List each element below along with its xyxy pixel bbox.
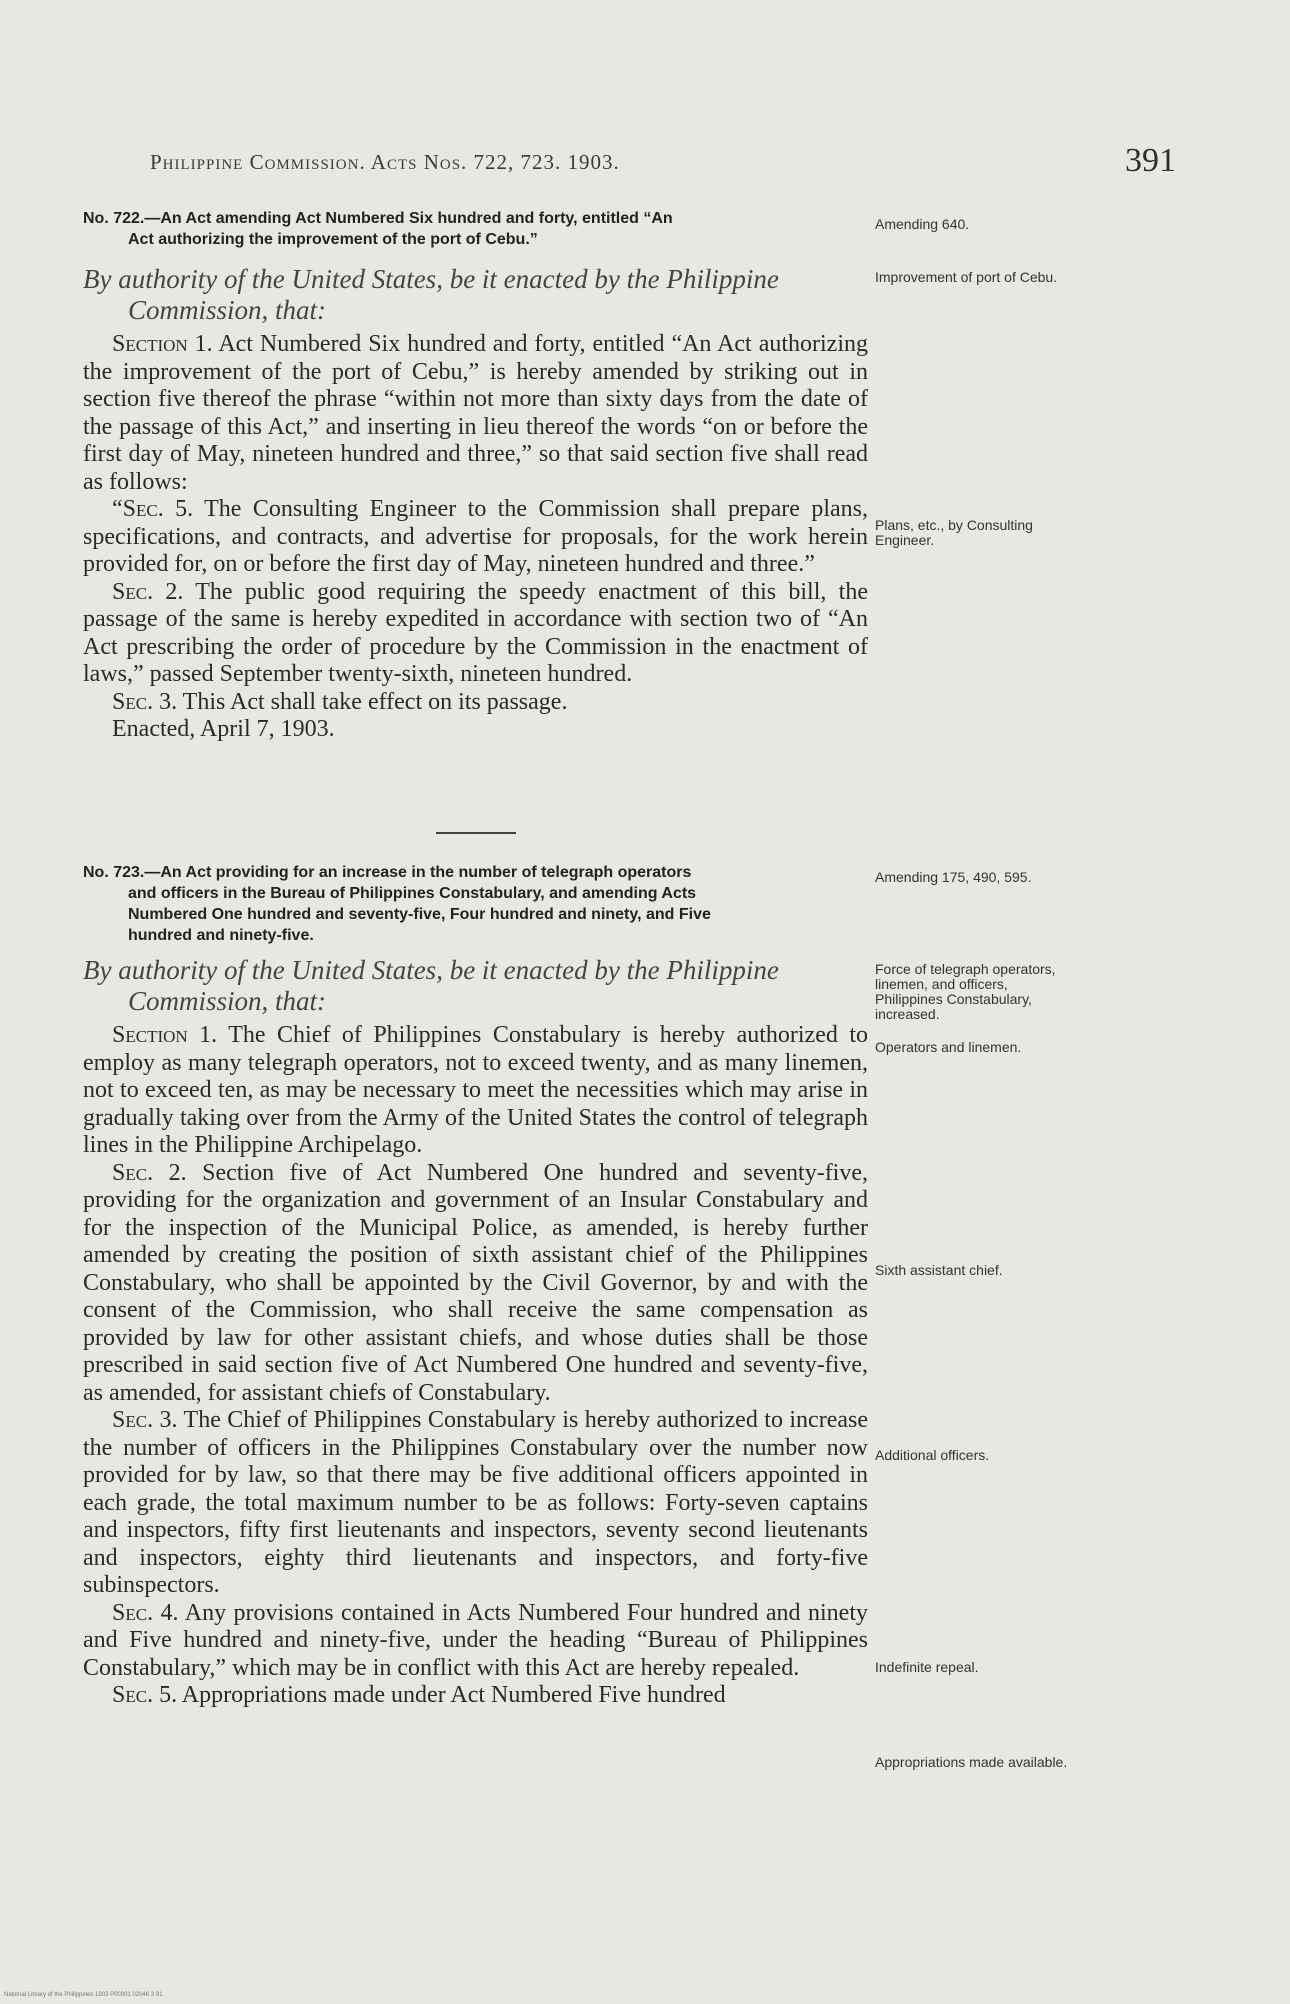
- margin-note-operators: Operators and linemen.: [875, 1039, 1022, 1055]
- act-722-body: [83, 331, 868, 744]
- margin-note-appropriations: Appropriations made available.: [875, 1754, 1068, 1770]
- margin-note-sixth-assistant: Sixth assistant chief.: [875, 1262, 1003, 1278]
- page-number: 391: [1125, 142, 1176, 179]
- act-723-section-2: Sec. 2. Section five of Act Numbered One hundred and seventy-five, providing for the organization and government of an Insular Constabulary and for the inspection of the Municipal Police, as amended, is hereby further amended by creating the position of sixth assistant chief of the Philippines Constabulary, who shall be appointed by the Civil Governor, by and with the consent of the Commission, who shall receive the same compensation as provided by law for other assistant chiefs, and whose duties shall be those prescribed in said section five of Act Numbered One hundred and seventy-five, as amended, for assistant chiefs of Constabulary.: [83, 1159, 869, 1406]
- act-723-title: No. 723.—An Act providing for an increase in the number of telegraph operators and officers in the Bureau of Philippines Constabulary, and amending Acts Numbered One hundred and seventy-five, Four hundred and ninety, and Five hundred and ninety-five.: [83, 864, 711, 944]
- scan-footer: National Library of the Philippines 1903 P00001 02046 3 91: [4, 1992, 163, 1998]
- act-722-title: [83, 208, 868, 250]
- act-722-enacting-clause: By authority of the United States, be it enacted by the Philippine Commission, that:: [83, 264, 779, 325]
- margin-note-amending-175: Amending 175, 490, 595.: [875, 869, 1032, 885]
- margin-note-indefinite-repeal: Indefinite repeal.: [875, 1659, 979, 1675]
- act-722-quoted-section-5: “Sec. 5. The Consulting Engineer to the Commission shall prepare plans, specifications, and contracts, and advertise for proposals, for the work herein provided for, on or before the first day of May, nineteen hundred and three.”: [83, 496, 868, 577]
- section-divider: [436, 832, 516, 834]
- act-723-section-4: Sec. 4. Any provisions contained in Acts Numbered Four hundred and ninety and Five hundred and ninety-five, under the heading “Bureau of Philippines Constabulary,” which may be in conflict with this Act are hereby repealed.: [83, 1599, 868, 1681]
- act-722-title-line1: No. 722.—An Act amending Act Numbered Six hundred and forty, entitled “An: [83, 210, 673, 227]
- running-head: Philippine Commission. Acts Nos. 722, 723. 1903.: [150, 150, 620, 174]
- act-722-section-3: Sec. 3. This Act shall take effect on its passage.: [112, 688, 568, 715]
- margin-note-additional-officers: Additional officers.: [875, 1447, 990, 1463]
- act-723-section-5: Sec. 5. Appropriations made under Act Numbered Five hundred: [112, 1682, 726, 1708]
- margin-note-plans: Plans, etc., by Consulting Engineer.: [875, 517, 1033, 548]
- act-723-enacting-clause: By authority of the United States, be it enacted by the Philippine Commission, that:: [83, 955, 779, 1016]
- act-722-title-line2: Act authorizing the improvement of the port of Cebu.”: [128, 231, 538, 248]
- margin-note-force-increased: Force of telegraph operators, linemen, and officers, Philippines Constabulary, increased.: [875, 961, 1056, 1022]
- margin-note-amending-640: Amending 640.: [875, 216, 970, 232]
- margin-note-improvement-cebu: Improvement of port of Cebu.: [875, 269, 1058, 285]
- act-723-section-3: Sec. 3. The Chief of Philippines Constabulary is hereby authorized to increase the number of officers in the Philippines Constabulary over the number now provided for by law, so that there may be five additional officers appointed in each grade, the total maximum number to be as follows: Forty-seven captains and inspectors, fifty first lieutenants and inspectors, seventy second lieutenants and inspectors, eighty third lieutenants and inspectors, and forty-five subinspectors.: [83, 1407, 868, 1598]
- act-722-section-2: Sec. 2. The public good requiring the speedy enactment of this bill, the passage of the same is hereby expedited in accordance with section two of “An Act prescribing the order of procedure by the Commission in the enactment of laws,” passed September twenty-sixth, nineteen hundred.: [83, 578, 868, 687]
- act-723-body: [83, 1022, 868, 1710]
- act-722-enacted-date: Enacted, April 7, 1903.: [112, 716, 335, 742]
- act-722-section-1: Section 1. Act Numbered Six hundred and forty, entitled “An Act authorizing the improvement of the port of Cebu,” is hereby amended by striking out in section five thereof the phrase “within not more than sixty days from the date of the passage of this Act,” and inserting in lieu thereof the words “on or before the first day of May, nineteen hundred and three,” so that said section five shall read as follows:: [83, 331, 869, 495]
- act-723-section-1: Section 1. The Chief of Philippines Constabulary is hereby authorized to employ as many telegraph operators, not to exceed twenty, and as many linemen, not to exceed ten, as may be necessary to meet the necessities which may arise in gradually taking over from the Army of the United States the control of telegraph lines in the Philippine Archipelago.: [83, 1022, 869, 1158]
